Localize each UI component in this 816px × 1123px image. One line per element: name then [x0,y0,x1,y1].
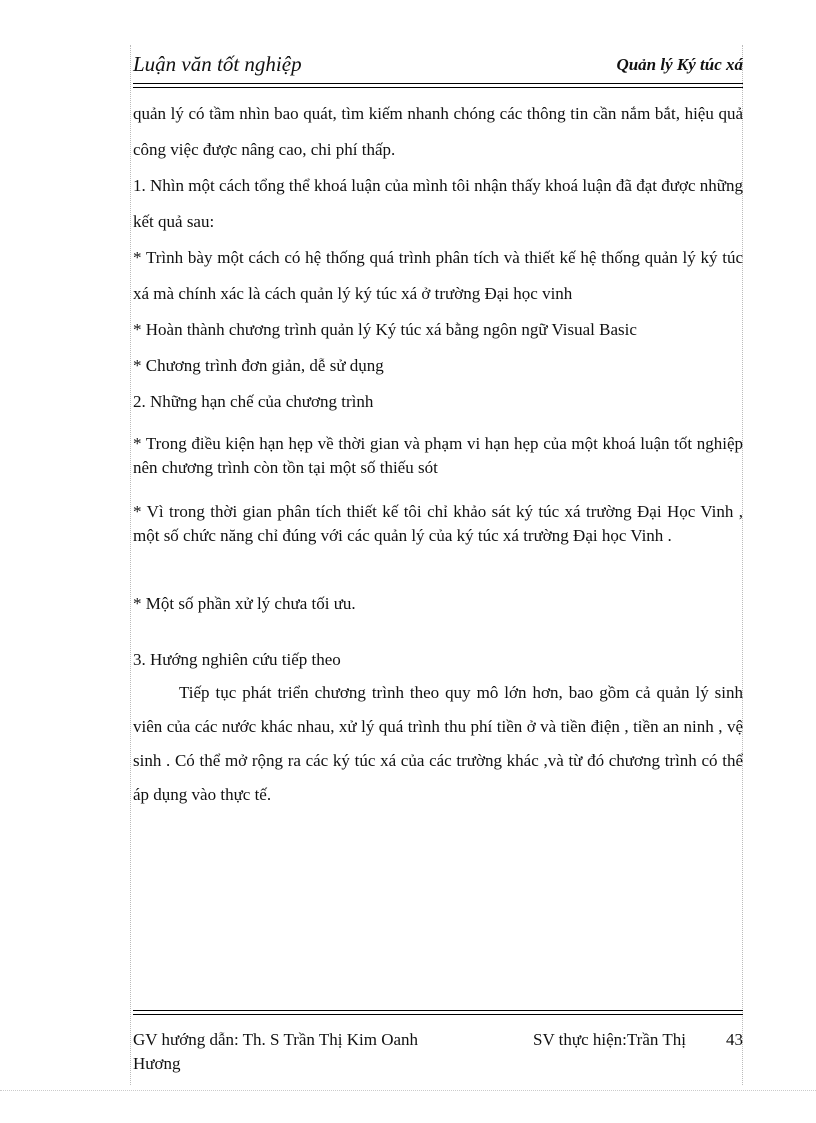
thesis-label: Luận văn tốt nghiệp [133,52,302,76]
paragraph-future: Tiếp tục phát triển chương trình theo quy mô lớn hơn, bao gồm cả quản lý sinh viên của các nước khác nhau, xử lý quá trình thu phí tiền ở và tiền điện , tiền an ninh , vệ sinh . Có thể mở rộng ra các ký túc xá của các trường khác ,và từ đó chương trình có thể áp dụng vào thực tế. [133,683,743,804]
topic-label: Quản lý Ký túc xá [616,55,743,74]
limitation-item-1: * Trong điều kiện hạn hẹp về thời gian và phạm vi hạn hẹp của một khoá luận tốt nghiệp nên chương trình còn tồn tại một số thiếu sót [133,434,743,477]
page-header [133,52,743,80]
result-item-1: * Trình bày một cách có hệ thống quá trình phân tích và thiết kế hệ thống quản lý ký túc xá mà chính xác là cách quản lý ký túc xá ở trường Đại học vinh [133,248,743,303]
heading-future-research: 3. Hướng nghiên cứu tiếp theo [133,650,341,669]
paragraph-results: 1. Nhìn một cách tổng thể khoá luận của mình tôi nhận thấy khoá luận đã đạt được những kết quả sau: [133,176,743,231]
page-frame-left [130,45,131,1085]
paragraph-intro: quản lý có tầm nhìn bao quát, tìm kiếm nhanh chóng các thông tin cần nắm bắt, hiệu quả công việc được nâng cao, chi phí thấp. [133,104,743,159]
advisor-text: GV hướng dẫn: Th. S Trần Thị Kim Oanh [133,1030,419,1049]
student-credit: SV thực hiện:Trần Thị [533,1030,686,1049]
result-item-3: * Chương trình đơn giản, dễ sử dụng [133,356,384,375]
footer-divider [133,1010,743,1015]
page-frame-bottom [0,1090,816,1091]
header-divider [133,83,743,88]
result-item-2: * Hoàn thành chương trình quản lý Ký túc xá bằng ngôn ngữ Visual Basic [133,320,637,339]
limitation-item-3: * Một số phần xử lý chưa tối ưu. [133,594,356,613]
heading-limitations: 2. Những hạn chế của chương trình [133,392,374,411]
student-name-continued: Hương [133,1054,181,1073]
limitation-item-2: * Vì trong thời gian phân tích thiết kế tôi chỉ khảo sát ký túc xá trường Đại Học Vinh , một số chức năng chỉ đúng với các quản lý của ký túc xá trường Đại học Vinh . [133,502,743,545]
page-number: 43 [726,1030,743,1049]
advisor-credit [133,1028,463,1076]
